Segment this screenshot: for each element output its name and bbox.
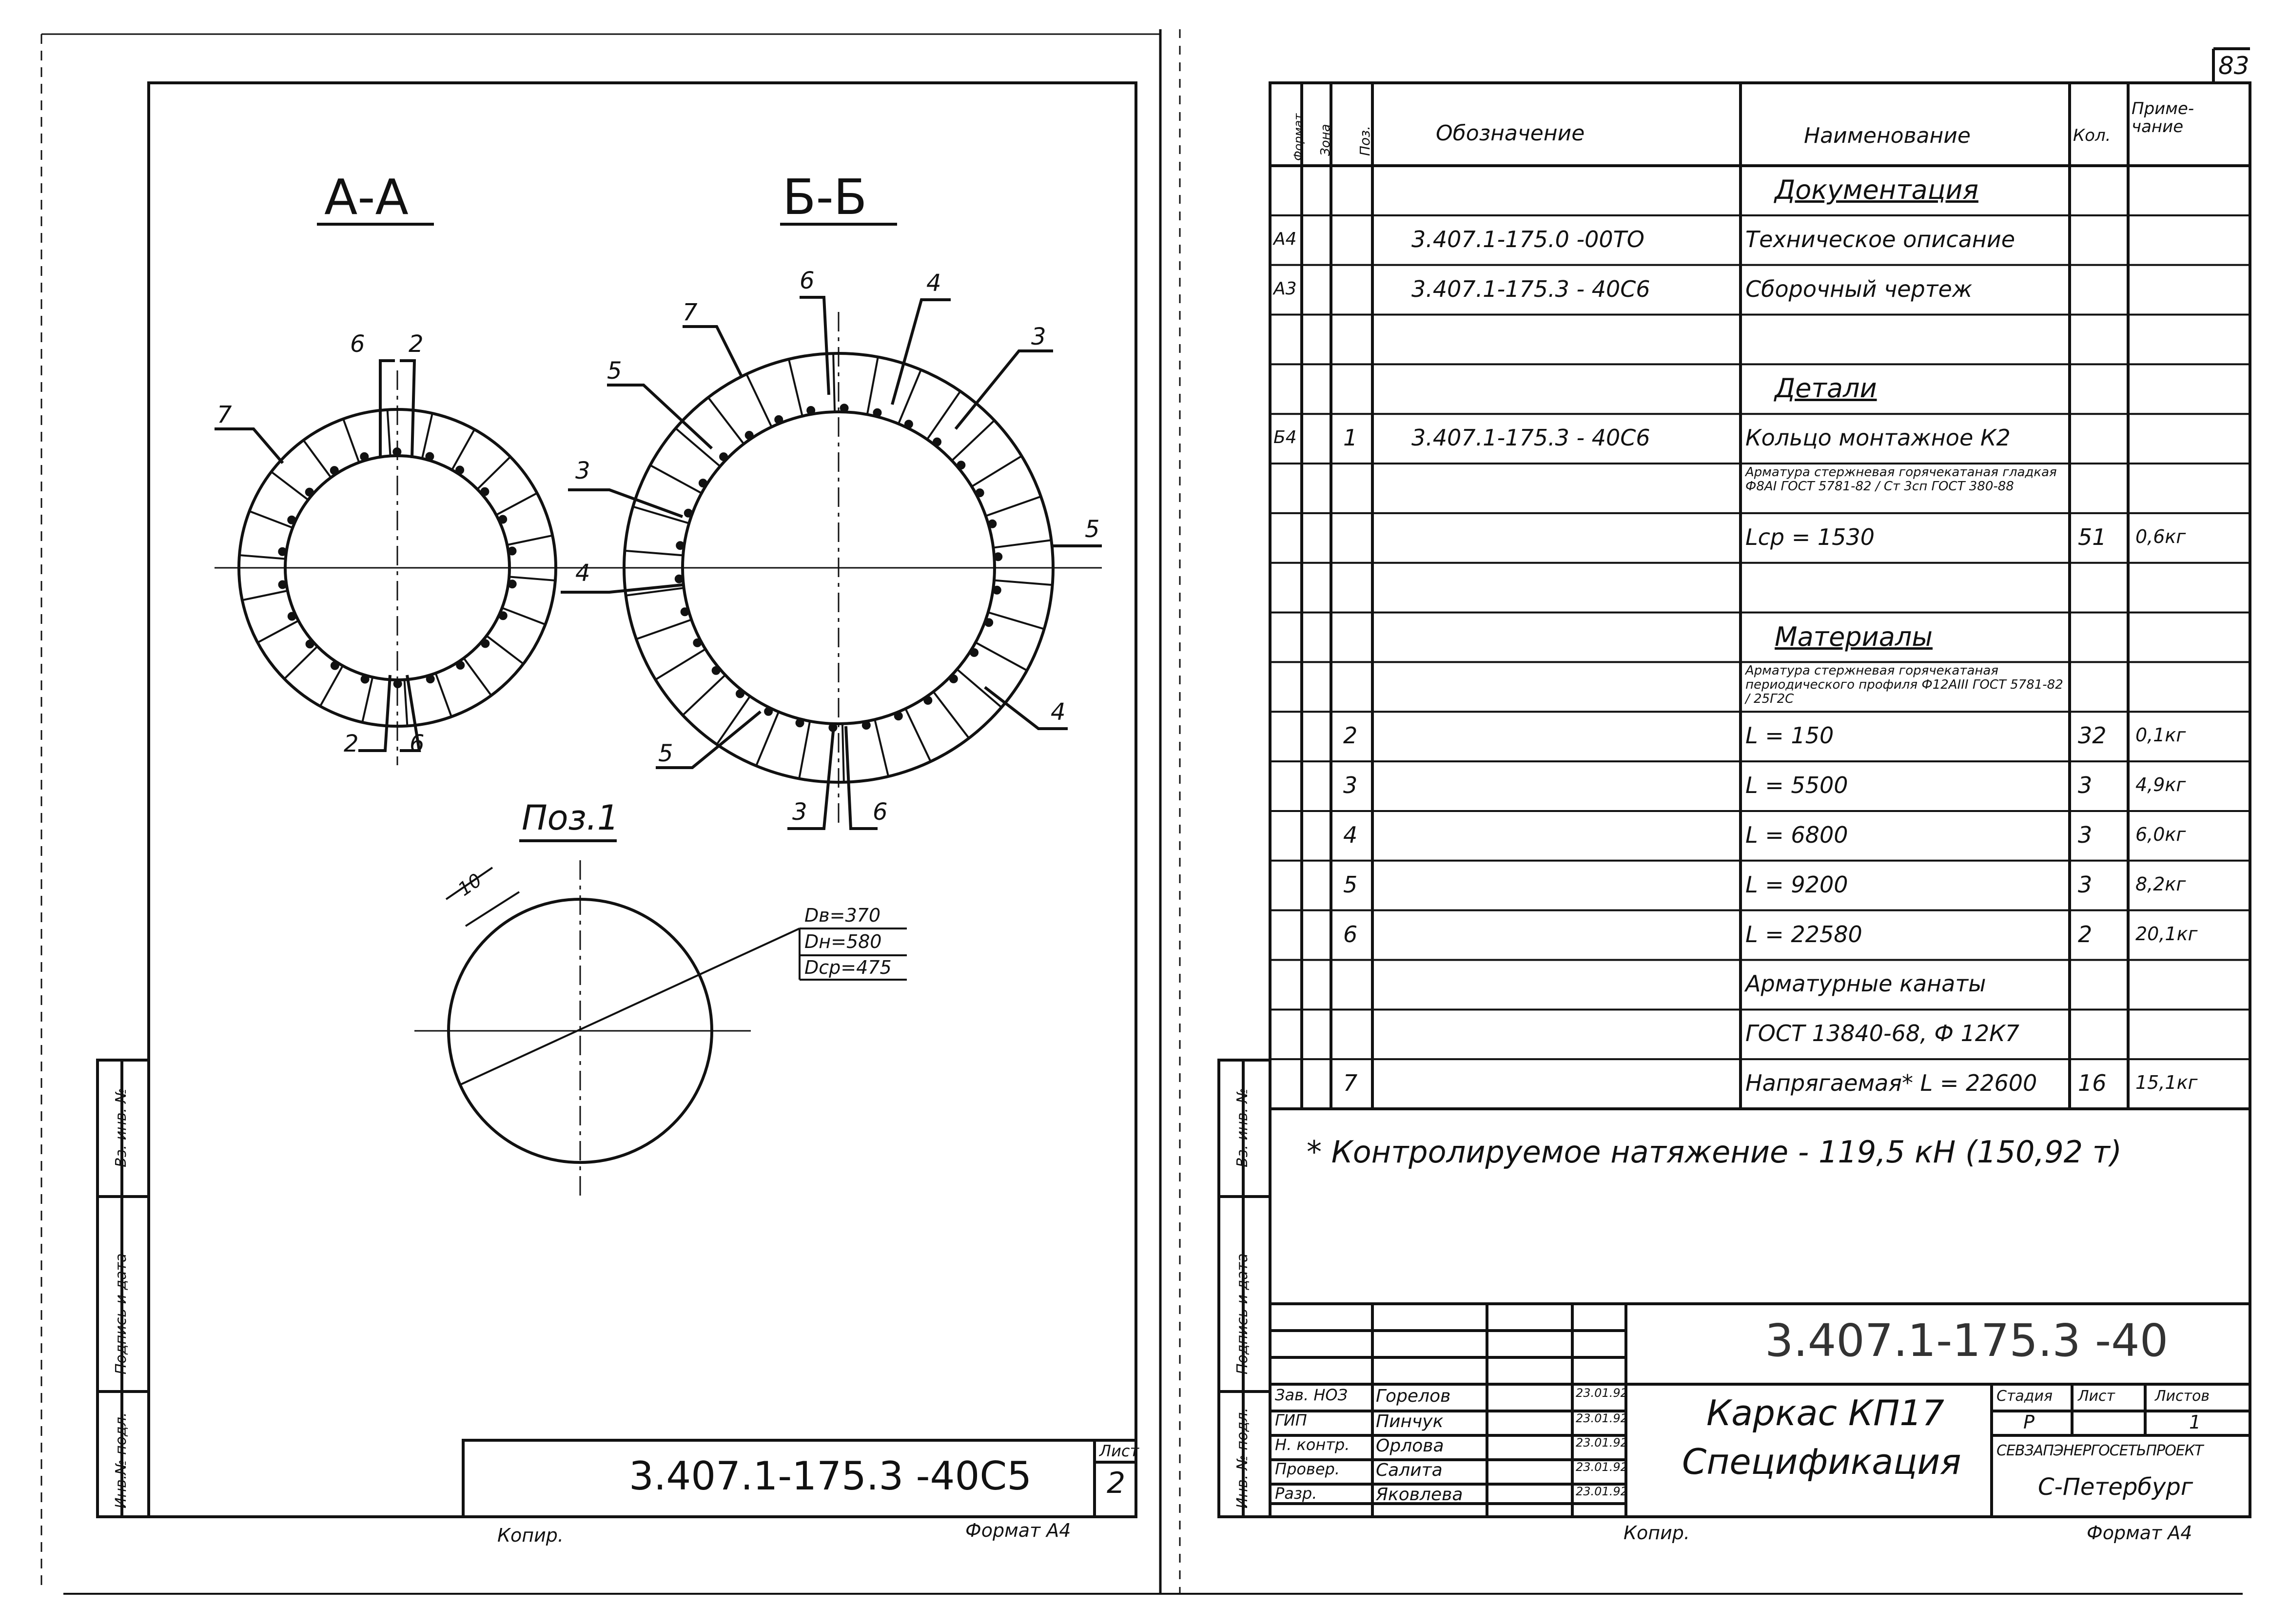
spec-name-cell: Документация (1775, 174, 1978, 205)
bb-callout: 4 (575, 560, 590, 587)
header-name: Наименование (1804, 123, 1971, 148)
bar-section-dot (279, 548, 286, 555)
section-aa-title: А-А (324, 169, 409, 226)
header-pos: Поз. (1357, 126, 1373, 156)
spec-name-cell: L = 5500 (1745, 772, 1848, 799)
bb-callout: 6 (800, 267, 815, 294)
ring-rib (989, 613, 1043, 629)
tb-role-cell: ГИП (1275, 1411, 1307, 1430)
bar-section-dot (482, 640, 489, 647)
bar-section-dot (775, 416, 782, 423)
bar-section-dot (306, 489, 313, 496)
header-designation: Обозначение (1436, 121, 1585, 146)
left-copied: Копир. (497, 1525, 564, 1546)
bar-section-dot (500, 612, 507, 619)
spec-name-cell: L = 22580 (1745, 921, 1862, 947)
ring-rib (405, 681, 408, 725)
bar-section-dot (934, 439, 940, 445)
poz1-dim: Dн=580 (804, 931, 882, 952)
aa-callout: 7 (217, 401, 232, 428)
city: С-Петербург (2038, 1473, 2193, 1501)
tb-name-cell: Яковлева (1376, 1485, 1463, 1505)
spec-designation-cell: 3.407.1-175.3 - 40С6 (1411, 275, 1650, 302)
spec-name-cell: Техническое описание (1745, 226, 2015, 252)
page-number: 83 (2218, 52, 2250, 80)
bar-section-dot (509, 547, 515, 554)
bar-section-dot (456, 466, 463, 473)
ring-rib (789, 360, 802, 415)
spec-format-cell: Б4 (1273, 427, 1297, 448)
spec-pos-cell: 7 (1343, 1070, 1358, 1097)
bb-callout: 5 (1085, 516, 1100, 543)
ring-rib (488, 637, 523, 663)
spec-qty-cell: 51 (2078, 523, 2107, 550)
margin-label: Инв.№ подл. (113, 1412, 130, 1508)
tb-name-cell: Орлова (1376, 1436, 1444, 1456)
ring-rib (344, 420, 359, 462)
tb-name-cell: Горелов (1376, 1386, 1451, 1406)
title-block-code: 3.407.1-175.3 -40 (1765, 1315, 2169, 1367)
tb-date-cell: 23.01.92 (1576, 1485, 1628, 1498)
spec-qty-cell: 2 (2078, 921, 2093, 947)
spec-note-cell: 6,0кг (2135, 823, 2186, 845)
spec-note-cell: 0,1кг (2135, 724, 2186, 746)
ring-rib (684, 676, 724, 715)
ring-rib (651, 465, 701, 492)
bar-section-dot (307, 640, 313, 647)
tb-name-cell: Салита (1376, 1460, 1443, 1480)
spec-name-cell: Арматура стержневая горячекатаная гладкая Ф8АI ГОСТ 5781-82 / Ст 3сп ГОСТ 380-88 (1745, 465, 2057, 494)
bar-section-dot (427, 676, 434, 682)
tb-role-cell: Н. контр. (1275, 1435, 1350, 1454)
spec-name-cell: L = 6800 (1745, 821, 1848, 848)
ring-rib (637, 620, 690, 639)
poz1-dim: Dср=475 (804, 957, 892, 978)
ring-rib (478, 458, 509, 489)
bb-callout: 5 (607, 357, 622, 385)
ring-rib (899, 371, 921, 423)
bar-section-dot (765, 708, 772, 715)
bar-section-dot (457, 662, 464, 669)
tb-role-cell: Разр. (1275, 1484, 1317, 1503)
ring-rib (656, 650, 704, 679)
spec-name-cell: Lср = 1530 (1745, 523, 1875, 550)
bar-section-dot (895, 713, 902, 719)
spec-designation-cell: 3.407.1-175.3 - 40С6 (1411, 425, 1650, 451)
bar-section-dot (288, 517, 295, 523)
bar-section-dot (694, 639, 701, 646)
ring-rib (717, 697, 749, 744)
bb-callout: 7 (683, 299, 698, 326)
spec-pos-cell: 5 (1343, 871, 1358, 898)
left-stamp-code: 3.407.1-175.3 -40С5 (629, 1453, 1032, 1499)
bb-callout: 4 (1051, 698, 1066, 726)
poz1-title: Поз.1 (522, 798, 619, 838)
section-bb-title: Б-Б (783, 169, 867, 226)
bar-section-dot (331, 467, 338, 474)
spec-format-cell: А3 (1273, 278, 1297, 299)
tb-sheet-label: Лист (2078, 1388, 2115, 1405)
bar-section-dot (289, 613, 295, 619)
margin-label: Инв. № подл. (1234, 1408, 1251, 1508)
right-format: Формат А4 (2087, 1522, 2192, 1544)
bar-section-dot (720, 453, 727, 460)
left-sheet-label: Лист (1099, 1442, 1139, 1460)
bar-section-dot (994, 587, 1000, 594)
ring-rib (833, 354, 835, 411)
bar-section-dot (677, 542, 684, 549)
aa-callout: 6 (410, 730, 425, 757)
bar-section-dot (977, 489, 983, 496)
spec-name-cell: Арматура стержневая горячекатаная периодического профиля Ф12АIII ГОСТ 5781-82 / 25Г2С (1745, 663, 2063, 706)
stage-value: Р (2023, 1411, 2035, 1433)
bb-callout: 3 (1031, 323, 1046, 350)
spec-name-cell: Материалы (1775, 621, 1933, 652)
aa-callout: 2 (409, 330, 424, 358)
bar-section-dot (874, 409, 880, 416)
bar-section-dot (985, 619, 992, 626)
spec-name-cell: Напрягаемая* L = 22600 (1745, 1070, 2037, 1097)
poz1-dim-10: 10 (454, 869, 486, 901)
spec-name-cell: Детали (1775, 373, 1877, 404)
ring-rib (875, 720, 888, 775)
ring-rib (995, 580, 1052, 585)
bar-section-dot (700, 480, 706, 486)
ring-rib (928, 392, 960, 439)
bar-section-dot (509, 580, 516, 587)
ring-rib (243, 591, 287, 600)
ring-rib (747, 375, 771, 426)
spec-name-cell: Кольцо монтажное К2 (1745, 425, 2011, 451)
spec-note-cell: 8,2кг (2135, 873, 2186, 895)
spec-pos-cell: 1 (1343, 425, 1358, 451)
ring-rib (510, 577, 554, 580)
spec-pos-cell: 4 (1343, 821, 1358, 848)
ring-rib (363, 678, 372, 721)
bar-section-dot (989, 521, 996, 527)
ring-rib (240, 555, 285, 559)
spec-designation-cell: 3.407.1-175.0 -00ТО (1411, 226, 1644, 252)
sheets-value: 1 (2189, 1411, 2201, 1433)
bar-section-dot (807, 407, 814, 414)
bar-section-dot (995, 553, 1001, 560)
bb-callout: 6 (873, 798, 888, 826)
right-copied: Копир. (1624, 1522, 1690, 1544)
bar-section-dot (971, 649, 978, 656)
bar-section-dot (676, 576, 683, 582)
margin-label: Подпись и дата (113, 1253, 130, 1374)
spec-note-cell: 0,6кг (2135, 525, 2186, 547)
bar-section-dot (332, 662, 338, 669)
left-format: Формат А4 (965, 1520, 1071, 1541)
ring-rib (321, 667, 342, 705)
spec-note-cell: 4,9кг (2135, 774, 2186, 796)
spec-pos-cell: 3 (1343, 772, 1358, 799)
aa-callout: 6 (350, 330, 365, 358)
bar-section-dot (499, 516, 506, 523)
bar-section-dot (737, 690, 743, 697)
header-note: Приме-чание (2132, 99, 2194, 137)
spec-name-cell: ГОСТ 13840-68, Ф 12К7 (1745, 1020, 2020, 1047)
footnote: * Контролируемое натяжение - 119,5 кН (150,92 т) (1307, 1134, 2122, 1170)
ring-rib (304, 441, 331, 477)
ring-rib (626, 551, 682, 555)
tb-date-cell: 23.01.92 (1576, 1436, 1628, 1450)
header-qty: Кол. (2073, 126, 2111, 145)
spec-pos-cell: 2 (1343, 722, 1358, 749)
ring-rib (973, 457, 1021, 486)
ring-rib (508, 536, 551, 545)
bar-section-dot (958, 462, 964, 468)
ring-rib (867, 358, 878, 413)
spec-qty-cell: 16 (2078, 1070, 2107, 1097)
spec-name-cell: Арматурные канаты (1745, 970, 1986, 997)
spec-name-cell: Сборочный чертеж (1745, 275, 1973, 302)
ring-rib (272, 472, 307, 499)
spec-pos-cell: 6 (1343, 921, 1358, 947)
tb-role-cell: Провер. (1275, 1460, 1340, 1478)
ring-rib (987, 497, 1040, 516)
margin-label: Вз. инв. № (113, 1088, 130, 1167)
bar-section-dot (797, 719, 803, 726)
bar-section-dot (685, 510, 692, 517)
ring-rib (503, 608, 545, 624)
tb-name-cell: Пинчук (1376, 1411, 1444, 1431)
bar-section-dot (361, 453, 368, 460)
margin-label: Вз. инв. № (1234, 1088, 1251, 1167)
spec-name-cell: L = 150 (1745, 722, 1834, 749)
spec-qty-cell: 3 (2078, 772, 2093, 799)
ring-rib (388, 411, 391, 455)
ring-rib (258, 621, 297, 642)
title-block-subtitle: Спецификация (1682, 1441, 1961, 1482)
ring-rib (452, 430, 474, 469)
ring-rib (842, 725, 844, 781)
header-format: Формат (1291, 113, 1305, 161)
tb-role-cell: Зав. НОЗ (1275, 1386, 1348, 1404)
spec-format-cell: А4 (1273, 229, 1297, 249)
header-zone: Зона (1318, 124, 1333, 156)
left-sheet-no: 2 (1107, 1466, 1126, 1500)
bar-section-dot (713, 667, 720, 674)
bar-section-dot (924, 697, 931, 704)
ring-rib (977, 643, 1026, 670)
tb-date-cell: 23.01.92 (1576, 1411, 1628, 1425)
bar-section-dot (362, 676, 369, 683)
ring-rib (709, 398, 743, 443)
title-block-title: Каркас КП17 (1706, 1392, 1944, 1433)
ring-rib (757, 713, 779, 765)
tb-date-cell: 23.01.92 (1576, 1386, 1628, 1400)
ring-rib (800, 722, 810, 778)
section-bb-drawing (561, 224, 1102, 829)
bb-callout: 5 (658, 740, 673, 767)
spec-name-cell: L = 9200 (1745, 871, 1848, 898)
aa-callout: 2 (344, 730, 359, 757)
ring-rib (934, 693, 968, 737)
poz1-drawing (414, 841, 907, 1199)
poz1-dim: Dв=370 (804, 905, 881, 926)
stage-label: Стадия (1996, 1388, 2053, 1405)
ring-rib (285, 647, 317, 678)
bar-section-dot (394, 680, 401, 687)
spec-qty-cell: 3 (2078, 821, 2093, 848)
spec-note-cell: 15,1кг (2135, 1072, 2198, 1094)
bar-section-dot (841, 405, 848, 411)
bar-section-dot (863, 722, 870, 729)
tb-sheets-label: Листов (2155, 1388, 2210, 1405)
bb-callout: 3 (575, 457, 590, 484)
spec-qty-cell: 3 (2078, 871, 2093, 898)
spec-qty-cell: 32 (2078, 722, 2107, 749)
ring-rib (994, 540, 1050, 547)
ring-rib (958, 670, 1001, 706)
bar-section-dot (481, 488, 488, 495)
bar-section-dot (905, 421, 912, 427)
ring-rib (422, 414, 432, 458)
ring-rib (250, 512, 292, 528)
ring-rib (497, 494, 536, 515)
ring-rib (436, 674, 451, 716)
ring-rib (464, 659, 490, 695)
ring-rib (906, 710, 930, 761)
tb-date-cell: 23.01.92 (1576, 1460, 1628, 1474)
bb-callout: 3 (792, 798, 807, 826)
bb-callout: 4 (926, 270, 941, 297)
bar-section-dot (426, 453, 433, 460)
bar-section-dot (682, 608, 688, 615)
bar-section-dot (746, 432, 753, 439)
bar-section-dot (950, 676, 957, 682)
section-aa-drawing (215, 224, 580, 765)
spec-note-cell: 20,1кг (2135, 923, 2198, 945)
organization: СЕВЗАПЭНЕРГОСЕТЬПРОЕКТ (1996, 1442, 2203, 1459)
bar-section-dot (279, 581, 286, 588)
margin-label: Подпись и дата (1234, 1253, 1251, 1374)
